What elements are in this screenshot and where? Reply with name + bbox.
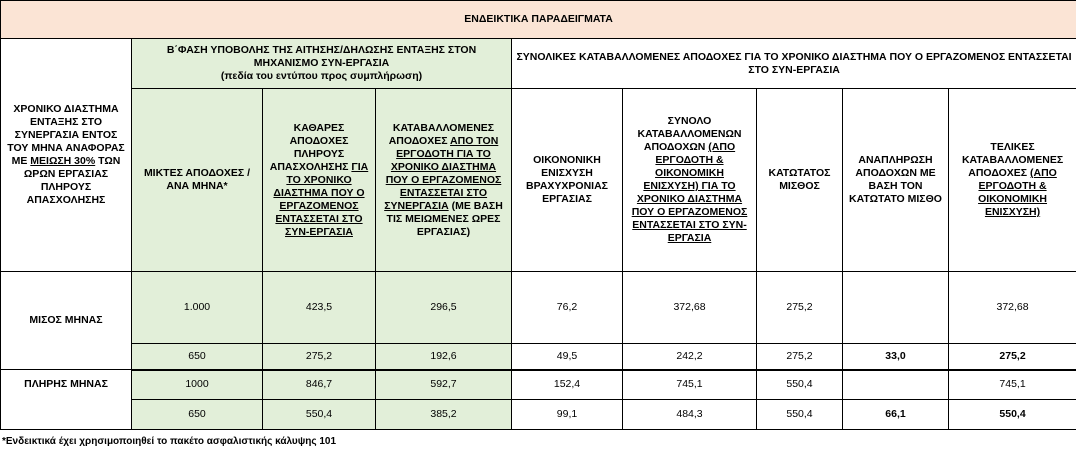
table-cell <box>843 370 949 400</box>
header-total-paid: ΣΥΝΟΛΟ ΚΑΤΑΒΑΛΛΟΜΕΝΩΝ ΑΠΟΔΟΧΩΝ (ΑΠΟ ΕΡΓΟΔΟΤΗ & ΟΙΚΟΝΟΜΙΚΗ ΕΝΙΣΧΥΣΗ) ΓΙΑ ΤΟ ΧΡΟΝΙΚΟ ΔΙΑΣΤΗΜΑ ΠΟΥ Ο ΕΡΓΑΖΟΜΕΝΟΣ ΕΝΤΑΣΣΕΤΑΙ ΣΤΟ ΣΥΝ-ΕΡΓΑΣΙΑ <box>623 89 757 272</box>
table-cell: 192,6 <box>376 344 512 370</box>
table-cell: 846,7 <box>263 370 376 400</box>
table-cell: 550,4 <box>757 400 843 430</box>
row-group-label: ΠΛΗΡΗΣ ΜΗΝΑΣ <box>1 370 132 430</box>
table-cell: 296,5 <box>376 272 512 344</box>
table-cell: 66,1 <box>843 400 949 430</box>
footnote: *Ενδεικτικά έχει χρησιμοποιηθεί το πακέτο ασφαλιστικής κάλυψης 101 <box>2 436 337 447</box>
table-row <box>1 344 1076 370</box>
table-cell: 275,2 <box>757 344 843 370</box>
table-cell: 550,4 <box>263 400 376 430</box>
table-cell: 550,4 <box>949 400 1076 430</box>
table-cell: 745,1 <box>949 370 1076 400</box>
header-final-paid: ΤΕΛΙΚΕΣ ΚΑΤΑΒΑΛΛΟΜΕΝΕΣ ΑΠΟΔΟΧΕΣ (ΑΠΟ ΕΡΓΟΔΟΤΗ & ΟΙΚΟΝΟΜΙΚΗ ΕΝΙΣΧΥΣΗ) <box>949 89 1076 272</box>
first-column-header: ΧΡΟΝΙΚΟ ΔΙΑΣΤΗΜΑ ΕΝΤΑΞΗΣ ΣΤΟ ΣΥΝΕΡΓΑΣΙΑ ΕΝΤΟΣ ΤΟΥ ΜΗΝΑ ΑΝΑΦΟΡΑΣ ΜΕ ΜΕΙΩΣΗ 30% ΤΩΝ ΩΡΩΝ ΕΡΓΑΣΙΑΣ ΠΛΗΡΟΥΣ ΑΠΑΣΧΟΛΗΣΗΣ <box>1 39 132 272</box>
table-cell: 385,2 <box>376 400 512 430</box>
header-mixed-pay: ΜΙΚΤΕΣ ΑΠΟΔΟΧΕΣ /ΑΝΑ ΜΗΝΑ* <box>132 89 263 272</box>
total-payments-group-header: ΣΥΝΟΛΙΚΕΣ ΚΑΤΑΒΑΛΛΟΜΕΝΕΣ ΑΠΟΔΟΧΕΣ ΓΙΑ ΤΟ ΧΡΟΝΙΚΟ ΔΙΑΣΤΗΜΑ ΠΟΥ Ο ΕΡΓΑΖΟΜΕΝΟΣ ΕΝΤΑΣΣΕΤΑΙ ΣΤΟ ΣΥΝ-ΕΡΓΑΣΙΑ <box>512 39 1076 89</box>
table-cell: 152,4 <box>512 370 623 400</box>
header-net-pay: ΚΑΘΑΡΕΣ ΑΠΟΔΟΧΕΣ ΠΛΗΡΟΥΣ ΑΠΑΣΧΟΛΗΣΗΣ ΓΙΑ ΤΟ ΧΡΟΝΙΚΟ ΔΙΑΣΤΗΜΑ ΠΟΥ Ο ΕΡΓΑΖΟΜΕΝΟΣ ΕΝΤΑΣΣΕΤΑΙ ΣΤΟ ΣΥΝ-ΕΡΓΑΣΙΑ <box>263 89 376 272</box>
table-cell: 650 <box>132 344 263 370</box>
table-cell <box>843 272 949 344</box>
table-cell: 242,2 <box>623 344 757 370</box>
table-cell: 76,2 <box>512 272 623 344</box>
table-cell: 484,3 <box>623 400 757 430</box>
table-title: ΕΝΔΕΙΚΤΙΚΑ ΠΑΡΑΔΕΙΓΜΑΤΑ <box>1 1 1076 39</box>
row-group-label: ΜΙΣΟΣ ΜΗΝΑΣ <box>1 272 132 370</box>
phase-b-group-header: Β΄ΦΑΣΗ ΥΠΟΒΟΛΗΣ ΤΗΣ ΑΙΤΗΣΗΣ/ΔΗΛΩΣΗΣ ΕΝΤΑΞΗΣ ΣΤΟΝ ΜΗΧΑΝΙΣΜΟ ΣΥΝ-ΕΡΓΑΣΙΑ (πεδία του εντύπου προς συμπλήρωση) <box>132 39 512 89</box>
table-cell: 1.000 <box>132 272 263 344</box>
header-minimum-wage: ΚΑΤΩΤΑΤΟΣ ΜΙΣΘΟΣ <box>757 89 843 272</box>
table-cell: 650 <box>132 400 263 430</box>
table-cell: 275,2 <box>263 344 376 370</box>
table-row <box>1 370 1076 400</box>
table-cell: 1000 <box>132 370 263 400</box>
table-cell: 372,68 <box>949 272 1076 344</box>
table-cell: 550,4 <box>757 370 843 400</box>
table-cell: 99,1 <box>512 400 623 430</box>
table-cell: 745,1 <box>623 370 757 400</box>
table-cell: 33,0 <box>843 344 949 370</box>
header-employer-paid: ΚΑΤΑΒΑΛΛΟΜΕΝΕΣ ΑΠΟΔΟΧΕΣ ΑΠΟ ΤΟΝ ΕΡΓΟΔΟΤΗ ΓΙΑ ΤΟ ΧΡΟΝΙΚΟ ΔΙΑΣΤΗΜΑ ΠΟΥ Ο ΕΡΓΑΖΟΜΕΝΟΣ ΕΝΤΑΣΣΕΤΑΙ ΣΤΟ ΣΥΝΕΡΓΑΣΙΑ (ΜΕ ΒΑΣΗ ΤΙΣ ΜΕΙΩΜΕΝΕΣ ΩΡΕΣ ΕΡΓΑΣΙΑΣ) <box>376 89 512 272</box>
table-cell: 592,7 <box>376 370 512 400</box>
table-cell: 423,5 <box>263 272 376 344</box>
table-cell: 275,2 <box>949 344 1076 370</box>
table-row <box>1 272 1076 344</box>
header-short-time-support: ΟΙΚΟΝΟΝΙΚΗ ΕΝΙΣΧΥΣΗ ΒΡΑΧΥΧΡΟΝΙΑΣ ΕΡΓΑΣΙΑΣ <box>512 89 623 272</box>
header-wage-topup: ΑΝΑΠΛΗΡΩΣΗ ΑΠΟΔΟΧΩΝ ΜΕ ΒΑΣΗ ΤΟΝ ΚΑΤΩΤΑΤΟ ΜΙΣΘΟ <box>843 89 949 272</box>
table-cell: 372,68 <box>623 272 757 344</box>
table-cell: 275,2 <box>757 272 843 344</box>
table-cell: 49,5 <box>512 344 623 370</box>
table-row <box>1 400 1076 430</box>
